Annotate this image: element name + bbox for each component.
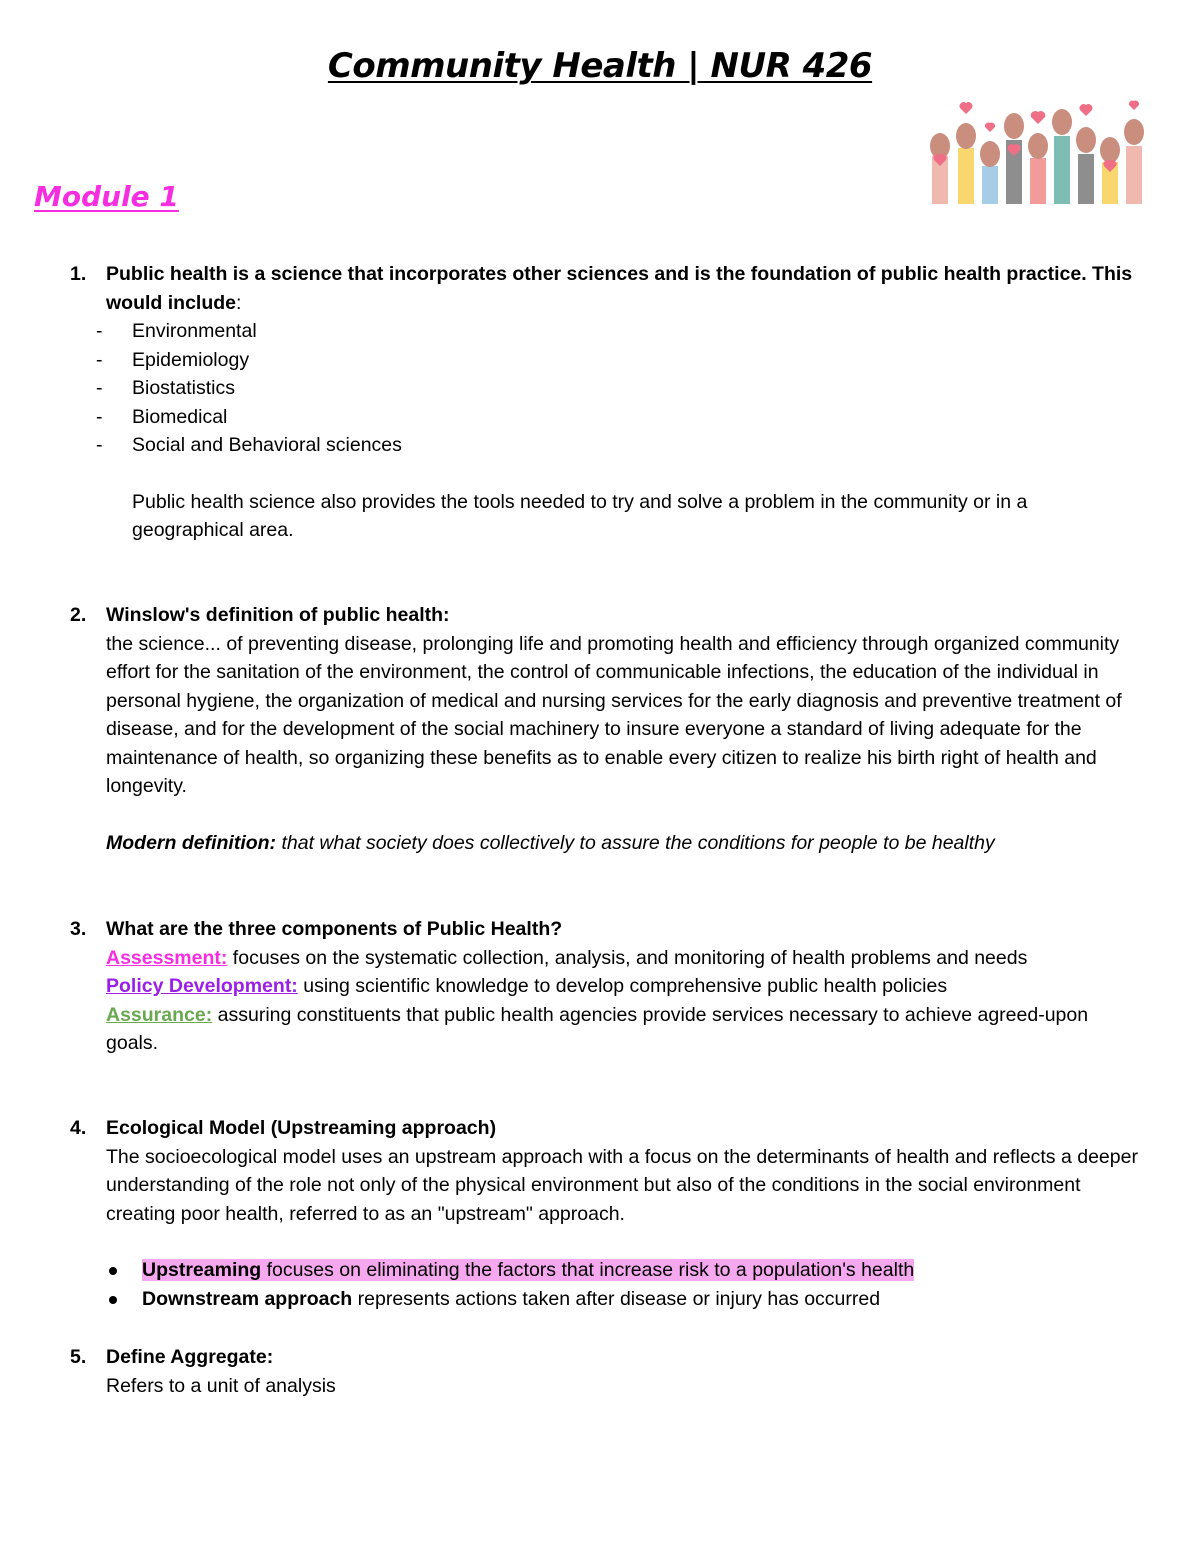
component-assessment [106, 944, 1140, 973]
sleeve-6 [1054, 136, 1070, 204]
module-heading: Module 1 [34, 180, 179, 213]
sleeve-3 [982, 166, 998, 204]
approach-bullets [106, 1256, 1140, 1313]
sleeve-5 [1030, 158, 1046, 204]
highlighted-text [142, 1259, 914, 1281]
bullet-term: Downstream approach [142, 1287, 353, 1310]
question-text: Define Aggregate: [106, 1346, 274, 1368]
component-label: Assurance: [106, 1003, 213, 1026]
component-assurance [106, 1001, 1140, 1058]
answer-paragraph: the science... of preventing disease, prolonging life and promoting health and efficiency through organized community effort for the sanitation of the environment, the control of communicable infections, the education of the individual in personal hygiene, the organization of medical and nursing services for the early diagnosis and preventive treatment of disease, and for the development of the social machinery to insure everyone a standard of living adequate for the maintenance of health, so organizing these benefits as to enable every citizen to realize his birth right of health and longevity. [106, 632, 1122, 797]
item-number: 4. [70, 1117, 87, 1139]
answer-paragraph: The socioecological model uses an upstream approach with a focus on the determinants of health and reflects a deeper understanding of the role not only of the physical environment but also of the conditions in the social environment creating poor health, referred to as an "upstream" approach. [106, 1145, 1138, 1225]
component-text: assuring constituents that public health agencies provide services necessary to achieve agreed-upon goals. [106, 1003, 1089, 1054]
sleeve-2 [958, 148, 974, 204]
raised-hands-hearts-illustration [918, 96, 1154, 204]
bullet-text: represents actions taken after disease or injury has occurred [352, 1287, 881, 1310]
bullet-downstream [106, 1285, 1140, 1314]
question-5 [70, 1343, 1140, 1400]
component-policy-development [106, 972, 1140, 1001]
question-text: Public health is a science that incorporates other sciences and is the foundation of public health practice. This would include [106, 263, 1133, 314]
question-text: What are the three components of Public Health? [106, 918, 563, 940]
item-number: 1. [70, 263, 87, 285]
bullet-term: Upstreaming [142, 1259, 262, 1281]
sleeve-9 [1126, 146, 1142, 204]
component-text: focuses on the systematic collection, analysis, and monitoring of health problems and needs [227, 946, 1028, 969]
question-suffix: : [236, 291, 242, 314]
question-text: Winslow's definition of public health: [106, 604, 450, 626]
component-label: Assessment: [106, 946, 228, 969]
list-item: - Epidemiology [96, 346, 1140, 375]
answer-paragraph: Refers to a unit of analysis [106, 1374, 336, 1397]
modern-definition [106, 829, 1140, 858]
item-number: 5. [70, 1346, 87, 1368]
list-item: - Environmental [96, 317, 1140, 346]
item-number: 3. [70, 918, 87, 940]
list-item: - Biomedical [96, 403, 1140, 432]
component-text: using scientific knowledge to develop comprehensive public health policies [297, 975, 948, 997]
modern-definition-label: Modern definition: [106, 831, 277, 854]
modern-definition-text: that what society does collectively to assure the conditions for people to be healthy [276, 831, 995, 854]
sleeve-7 [1078, 154, 1094, 204]
document-title: Community Health | NUR 426 [327, 46, 873, 86]
question-text: Ecological Model (Upstreaming approach) [106, 1117, 497, 1139]
note-paragraph: Public health science also provides the tools needed to try and solve a problem in the community or in a geographical area. [132, 490, 1028, 541]
question-3 [70, 915, 1140, 1058]
item-number: 2. [70, 604, 87, 626]
bullet-text: focuses on eliminating the factors that increase risk to a population's health [261, 1259, 915, 1281]
question-4 [70, 1114, 1140, 1313]
question-2 [70, 601, 1140, 857]
list-item: - Biostatistics [96, 374, 1140, 403]
list-item: - Social and Behavioral sciences [96, 431, 1140, 460]
component-label: Policy Development: [106, 975, 298, 997]
sciences-list [96, 317, 1140, 460]
bullet-upstreaming [106, 1256, 1140, 1285]
question-1 [70, 260, 1140, 545]
